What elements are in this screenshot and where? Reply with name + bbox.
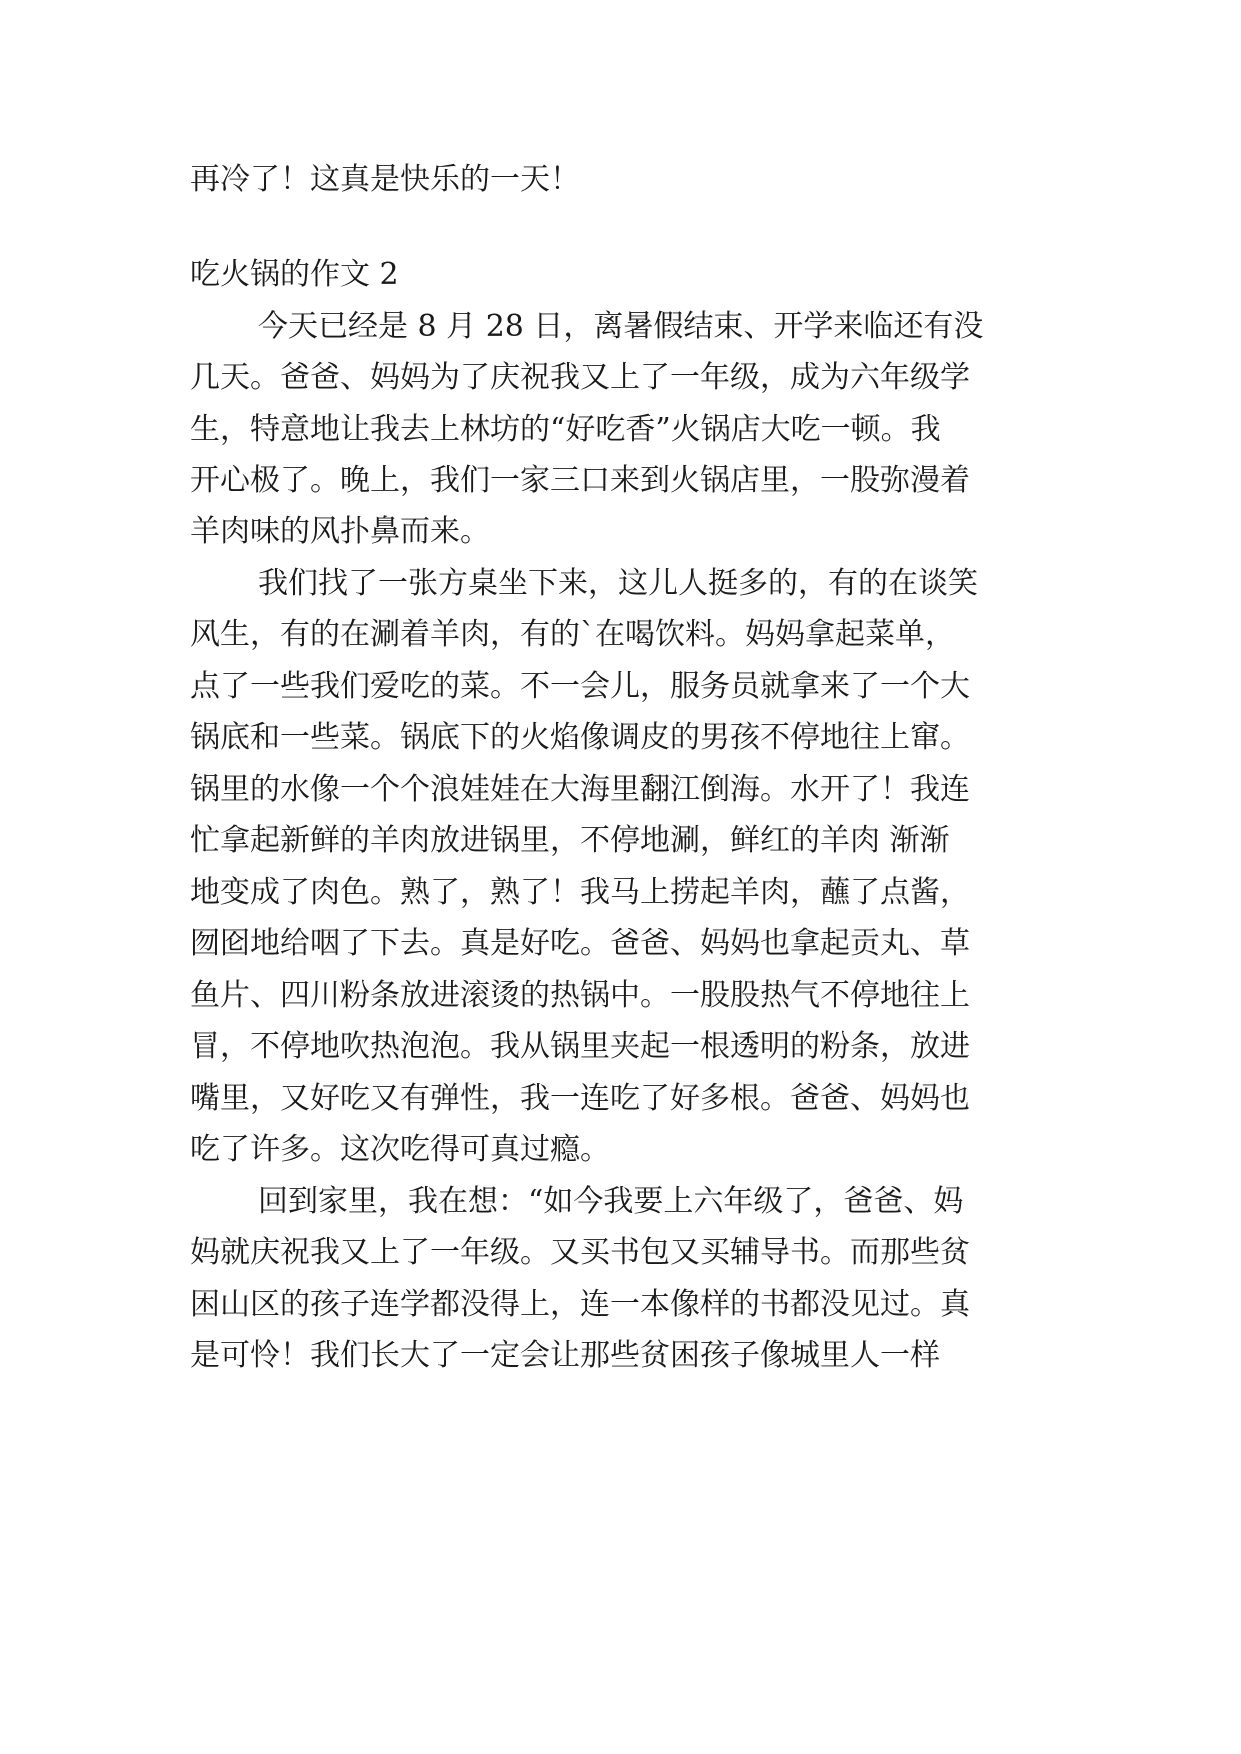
paragraph-3-line-3: 困山区的孩子连学都没得上，连一本像样的书都没见过。真: [190, 1287, 970, 1322]
paragraph-1-line-5: 羊肉味的风扑鼻而来。: [190, 514, 490, 549]
paragraph-2-line-4: 锅底和一些菜。锅底下的火焰像调皮的男孩不停地往上窜。: [190, 720, 970, 755]
paragraph-2-line-9: 鱼片、四川粉条放进滚烫的热锅中。一股股热气不停地往上: [190, 978, 970, 1013]
continuation-line: 再冷了！这真是快乐的一天！: [190, 162, 580, 197]
paragraph-2-line-10: 冒，不停地吹热泡泡。我从锅里夹起一根透明的粉条，放进: [190, 1029, 970, 1064]
paragraph-2-line-1: 我们找了一张方桌坐下来，这儿人挺多的，有的在谈笑: [258, 566, 978, 601]
paragraph-2-line-11: 嘴里，又好吃又有弹性，我一连吃了好多根。爸爸、妈妈也: [190, 1081, 970, 1116]
paragraph-2-line-7: 地变成了肉色。熟了，熟了！我马上捞起羊肉，蘸了点酱，: [190, 875, 970, 910]
paragraph-1-line-1: 今天已经是 8 月 28 日，离暑假结束、开学来临还有没: [258, 309, 984, 344]
paragraph-2-line-6: 忙拿起新鲜的羊肉放进锅里，不停地涮，鲜红的羊肉 渐渐: [190, 823, 950, 858]
paragraph-2-line-12: 吃了许多。这次吃得可真过瘾。: [190, 1132, 610, 1167]
paragraph-2-line-5: 锅里的水像一个个浪娃娃在大海里翻江倒海。水开了！我连: [190, 772, 970, 807]
paragraph-1-line-4: 开心极了。晚上，我们一家三口来到火锅店里，一股弥漫着: [190, 463, 970, 498]
paragraph-3-line-4: 是可怜！我们长大了一定会让那些贫困孩子像城里人一样: [190, 1338, 940, 1373]
paragraph-3-line-2: 妈就庆祝我又上了一年级。又买书包又买辅导书。而那些贫: [190, 1235, 970, 1270]
paragraph-1-line-2: 几天。爸爸、妈妈为了庆祝我又上了一年级，成为六年级学: [190, 360, 970, 395]
paragraph-2-line-3: 点了一些我们爱吃的菜。不一会儿，服务员就拿来了一个大: [190, 669, 970, 704]
paragraph-3-line-1: 回到家里，我在想：“如今我要上六年级了，爸爸、妈: [258, 1184, 964, 1219]
paragraph-2-line-8: 囫囵地给咽了下去。真是好吃。爸爸、妈妈也拿起贡丸、草: [190, 926, 970, 961]
essay-title: 吃火锅的作文 2: [190, 257, 399, 292]
paragraph-1-line-3: 生，特意地让我去上林坊的“好吃香”火锅店大吃一顿。我: [190, 412, 941, 447]
paragraph-2-line-2: 风生，有的在涮着羊肉，有的`在喝饮料。妈妈拿起菜单，: [190, 617, 955, 652]
